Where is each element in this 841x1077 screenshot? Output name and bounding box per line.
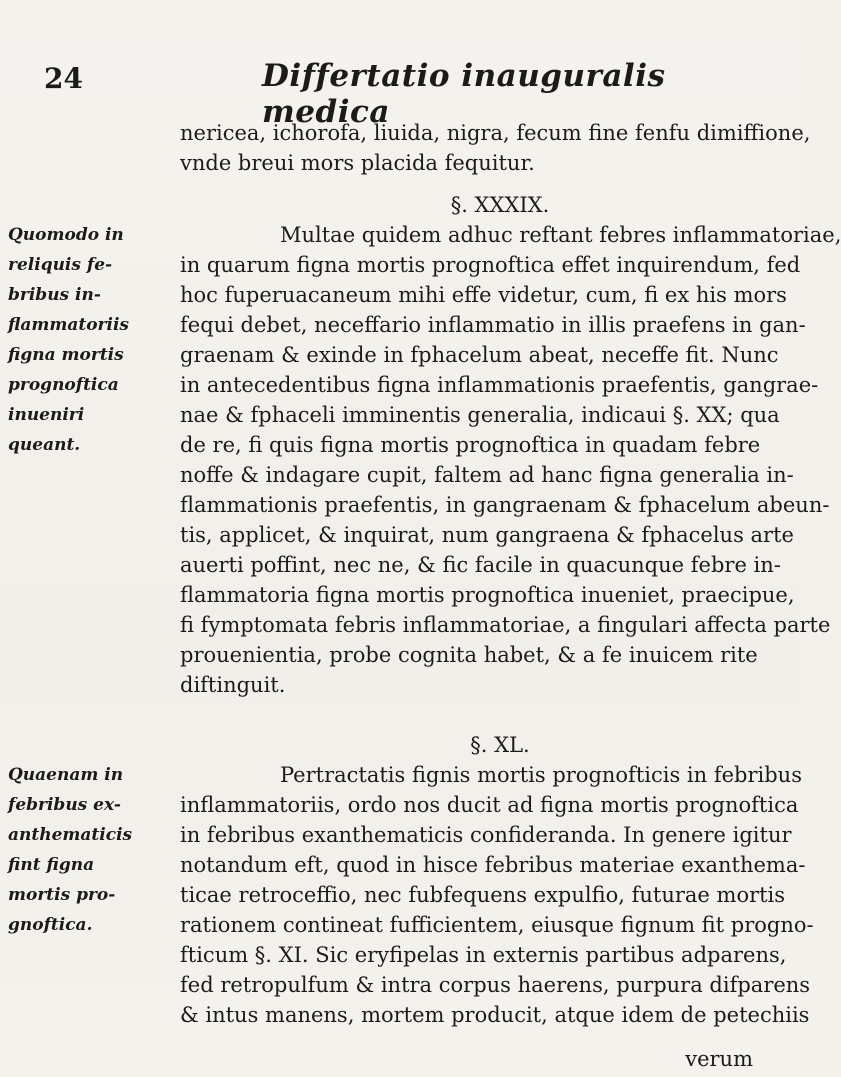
text-line: flammatoria figna mortis prognoftica inueniet, praecipue, (180, 583, 795, 607)
text-line: nericea, ichorofa, liuida, nigra, fecum fine fenfu dimiffione, (180, 121, 811, 145)
text-line: fticum §. XI. Sic eryfipelas in externis partibus adparens, (180, 943, 787, 967)
text-line: auerti poffint, nec ne, & fic facile in quacunque febre in- (180, 553, 781, 577)
margin-note-line: febribus ex- (8, 795, 121, 815)
section-39 (180, 190, 841, 700)
continuation-paragraph (180, 118, 811, 178)
section-heading: §. XXXIX. (450, 193, 550, 217)
text-line: in febribus exanthematicis confideranda. In genere igitur (180, 823, 792, 847)
text-line: Pertractatis fignis mortis prognofticis in febribus (280, 763, 802, 787)
catchword: verum (685, 1047, 753, 1071)
margin-note-line: prognoftica (8, 375, 119, 395)
running-title: Differtatio inauguralis medica (262, 58, 666, 130)
margin-note-39 (8, 220, 176, 460)
text-line: diftinguit. (180, 673, 286, 697)
text-line: & intus manens, mortem producit, atque idem de petechiis (180, 1003, 810, 1027)
text-line: inflammatoriis, ordo nos ducit ad figna mortis prognoftica (180, 793, 799, 817)
text-line: fed retropulfum & intra corpus haerens, purpura difparens (180, 973, 811, 997)
text-line: fequi debet, neceffario inflammatio in illis praefens in gan- (180, 313, 806, 337)
margin-note-line: fint figna (8, 855, 95, 875)
margin-note-line: flammatoriis (8, 315, 130, 335)
text-line: rationem contineat fufficientem, eiusque fignum fit progno- (180, 913, 814, 937)
text-line: graenam & exinde in fphacelum abeat, neceffe fit. Nunc (180, 343, 779, 367)
text-line: tis, applicet, & inquirat, num gangraena & fphacelus arte (180, 523, 794, 547)
section-40 (180, 730, 814, 1030)
margin-note-line: inueniri (8, 405, 85, 425)
text-line: vnde breui mors placida fequitur. (180, 151, 535, 175)
margin-note-line: figna mortis (8, 345, 124, 365)
text-line: hoc fuperuacaneum mihi effe videtur, cum, fi ex his mors (180, 283, 787, 307)
margin-note-line: reliquis fe- (8, 255, 113, 275)
text-line: notandum eft, quod in hisce febribus materiae exanthema- (180, 853, 806, 877)
text-line: noffe & indagare cupit, faltem ad hanc figna generalia in- (180, 463, 794, 487)
text-line: de re, fi quis figna mortis prognoftica in quadam febre (180, 433, 761, 457)
margin-note-line: anthematicis (8, 825, 133, 845)
margin-note-line: Quomodo in (8, 225, 124, 245)
text-line: in antecedentibus figna inflammationis praefentis, gangrae- (180, 373, 819, 397)
text-line: fi fymptomata febris inflammatoriae, a fingulari affecta parte (180, 613, 831, 637)
text-line: nae & fphaceli imminentis generalia, indicaui §. XX; qua (180, 403, 780, 427)
margin-note-line: queant. (8, 435, 81, 455)
page-number: 24 (44, 62, 83, 95)
text-line: ticae retroceffio, nec fubfequens expulfio, futurae mortis (180, 883, 786, 907)
margin-note-line: Quaenam in (8, 765, 124, 785)
text-line: prouenientia, probe cognita habet, & a fe inuicem rite (180, 643, 758, 667)
text-line: in quarum figna mortis prognoftica effet inquirendum, fed (180, 253, 801, 277)
section-heading: §. XL. (470, 733, 530, 757)
text-line: flammationis praefentis, in gangraenam & fphacelum abeun- (180, 493, 830, 517)
margin-note-line: mortis pro- (8, 885, 116, 905)
margin-note-40 (8, 760, 176, 940)
text-line: Multae quidem adhuc reftant febres inflammatoriae, (280, 223, 841, 247)
margin-note-line: gnoftica. (8, 915, 93, 935)
margin-note-line: bribus in- (8, 285, 101, 305)
page-header (0, 54, 801, 130)
